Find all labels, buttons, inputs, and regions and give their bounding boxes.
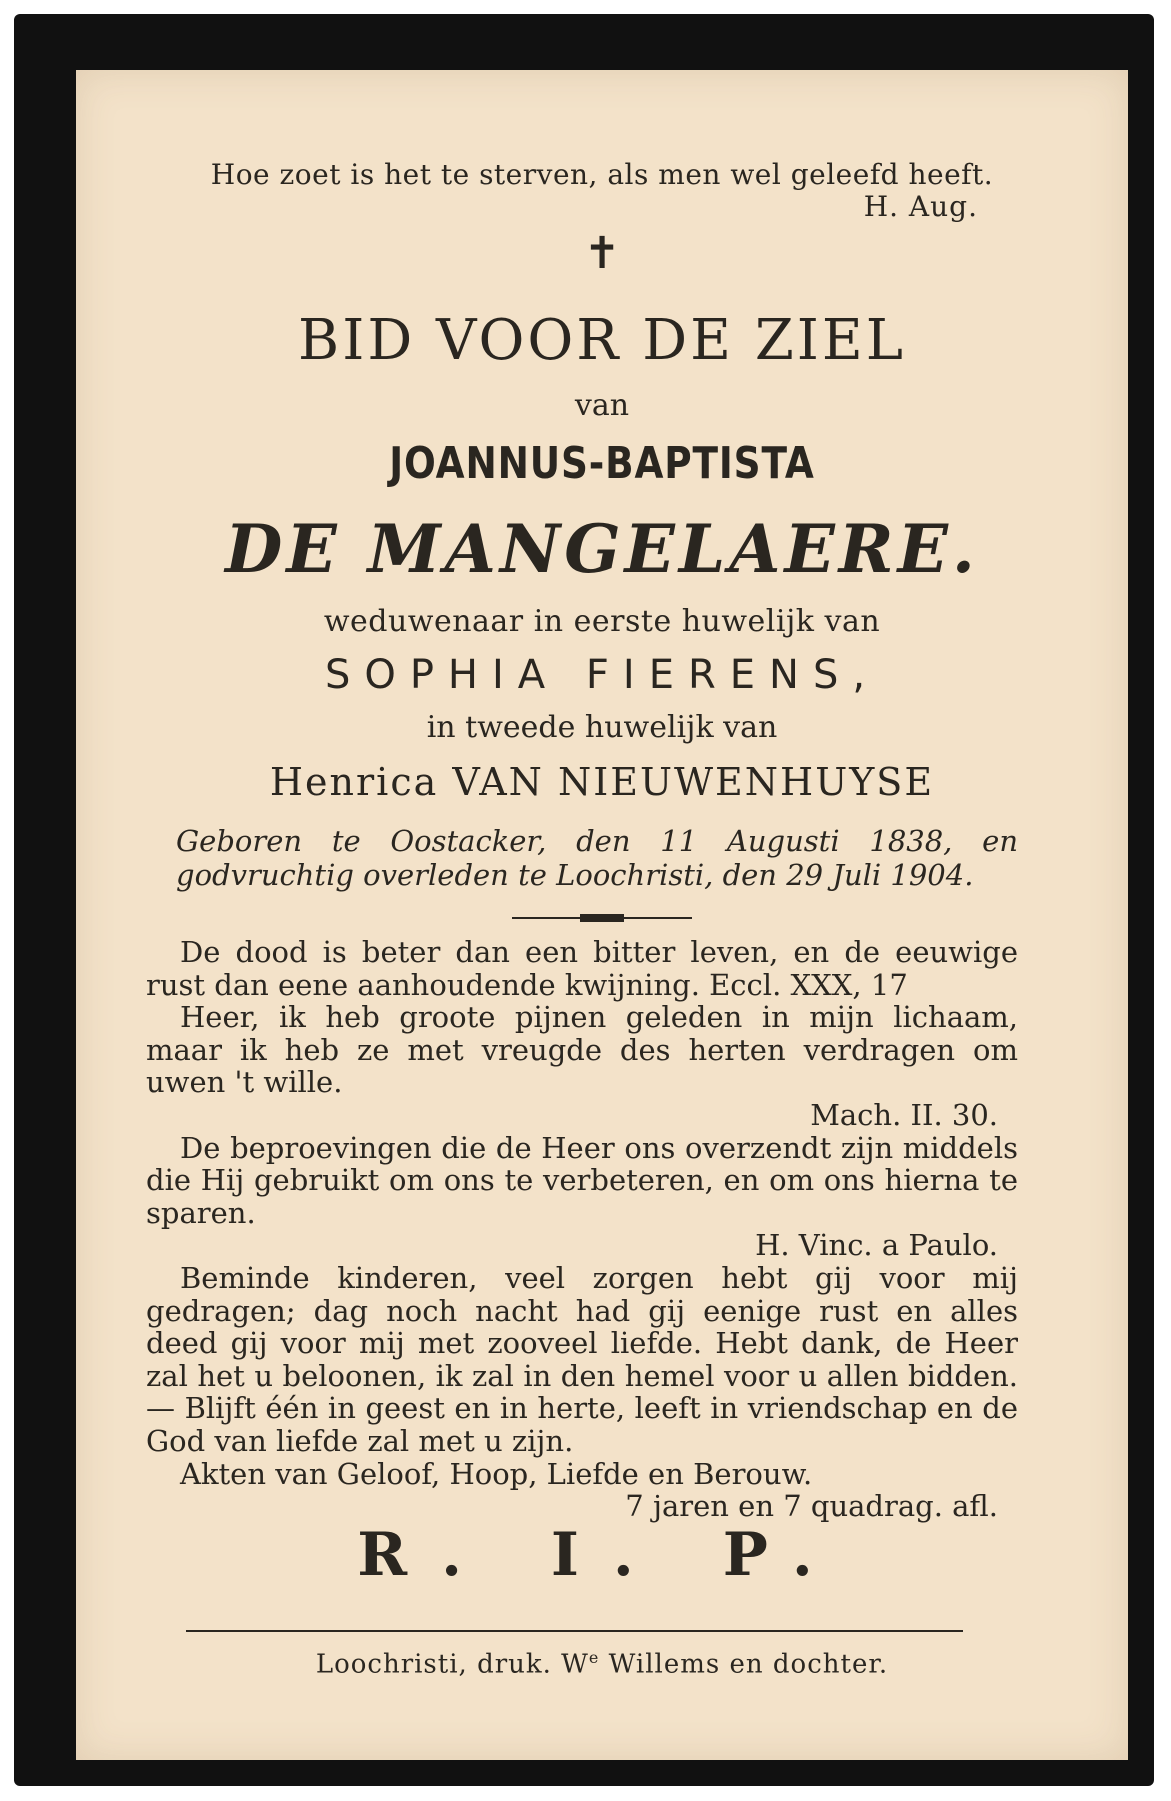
van-label: van: [574, 388, 630, 423]
printer-prefix: Loochristi, druk. W: [315, 1649, 589, 1680]
memorial-card-paper: [76, 70, 1128, 1760]
second-marriage-line: in tweede huwelijk van: [426, 710, 778, 745]
paragraph-1: De dood is beter dan een bitter leven, en de eeuwige rust dan eene aanhoudende kwijning. Eccl. XXX, 17: [146, 935, 1018, 1002]
heading: BID VOOR DE ZIEL: [298, 308, 906, 373]
memorial-card-border: [14, 14, 1154, 1786]
footer-rule: [186, 1630, 963, 1632]
first-spouse-name: SOPHIA FIERENS,: [324, 652, 880, 698]
paragraph-5: Akten van Geloof, Hoop, Liefde en Berouw.: [180, 1456, 813, 1491]
printer-suffix: Willems en dochter.: [599, 1649, 889, 1680]
birth-death-details: Geboren te Oostacker, den 11 Augusti 1838, en godvruchtig overleden te Loochristi, den 29 Juli 1904.: [176, 824, 1018, 892]
given-names: JOANNUS-BAPTISTA: [389, 438, 815, 489]
paragraph-3-cite: H. Vinc. a Paulo.: [755, 1228, 998, 1263]
paragraph-4: Beminde kinderen, veel zorgen hebt gij voor mij gedragen; dag noch nacht had gij eenige rust en alles deed gij voor mij met zooveel liefde. Hebt dank, de Heer zal het u beloonen, ik zal in den hemel voor u allen bidden. — Blijft één in geest en in herte, leeft in vriendschap en de God van liefde zal met u zijn.: [146, 1260, 1018, 1458]
cross-icon: ✝: [583, 228, 621, 279]
first-marriage-line: weduwenaar in eerste huwelijk van: [323, 604, 881, 639]
epigraph-source: H. Aug.: [863, 190, 978, 223]
paragraph-2-cite: Mach. II. 30.: [810, 1097, 998, 1132]
second-spouse-name: Henrica VAN NIEUWENHUYSE: [269, 760, 935, 804]
paragraph-2: Heer, ik heb groote pijnen geleden in mijn lichaam, maar ik heb ze met vreugde des herten verdragen om uwen 't wille.: [146, 1000, 1018, 1100]
memorial-text: [146, 936, 1018, 1523]
rip: R. I. P.: [357, 1520, 847, 1590]
ornamental-divider: [76, 904, 1128, 923]
printer-line: [76, 1648, 1128, 1680]
paragraph-3: De beproevingen die de Heer ons overzendt zijn middels die Hij gebruikt om ons te verbeteren, en om ons hierna te sparen.: [146, 1130, 1018, 1230]
paragraph-5-cite: 7 jaren en 7 quadrag. afl.: [625, 1489, 998, 1524]
surname: DE MANGELAERE.: [225, 510, 979, 588]
printer-sup: e: [588, 1648, 600, 1667]
epigraph-quote: Hoe zoet is het te sterven, als men wel geleefd heeft.: [210, 158, 994, 191]
